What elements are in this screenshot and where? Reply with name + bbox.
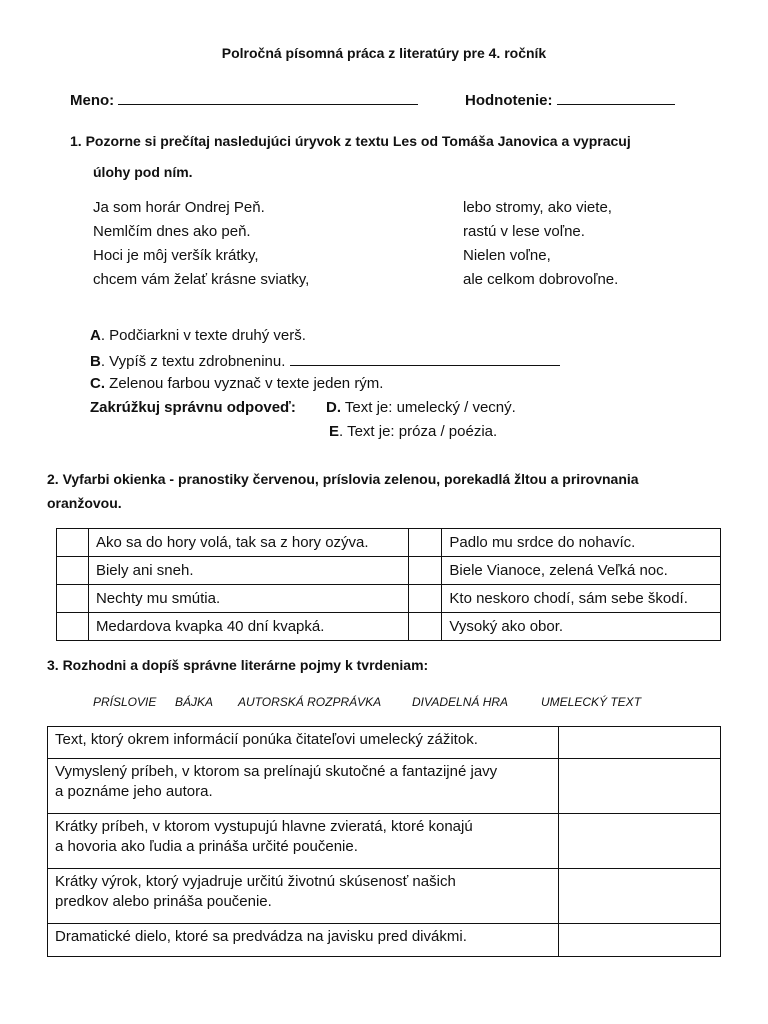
name-field[interactable] xyxy=(70,90,418,109)
color-box[interactable] xyxy=(409,557,442,585)
task-b-letter: B xyxy=(90,353,101,370)
table-row xyxy=(48,727,721,759)
poem-verse: chcem vám želať krásne sviatky, xyxy=(93,271,310,288)
statement-line: Krátky výrok, ktorý vyjadruje určitú životnú skúsenosť našich xyxy=(55,873,456,890)
answer-cell[interactable] xyxy=(559,869,721,924)
poem-left xyxy=(93,196,309,292)
answer-cell[interactable] xyxy=(559,727,721,759)
poem-verse: rastú v lese voľne. xyxy=(463,223,585,240)
statement-line: Dramatické dielo, ktoré sa predvádza na javisku pred divákmi. xyxy=(55,928,467,945)
poem-verse: Ja som horár Ondrej Peň. xyxy=(93,199,265,216)
page-title: Polročná písomná práca z literatúry pre 4. ročník xyxy=(221,45,547,61)
statement-line: Text, ktorý okrem informácií ponúka čitateľovi umelecký zážitok. xyxy=(55,731,478,748)
terms-table xyxy=(47,726,721,957)
answer-cell[interactable] xyxy=(559,814,721,869)
color-box[interactable] xyxy=(409,613,442,641)
poem-verse: Hoci je môj veršík krátky, xyxy=(93,247,259,264)
saying-cell: Nechty mu smútia. xyxy=(88,585,409,613)
saying-cell: Padlo mu srdce do nohavíc. xyxy=(442,529,721,557)
table-row xyxy=(57,557,721,585)
poem-verse: lebo stromy, ako viete, xyxy=(463,199,612,216)
table-row xyxy=(57,585,721,613)
term-label: BÁJKA xyxy=(175,695,214,709)
table-row xyxy=(48,759,721,814)
answer-cell[interactable] xyxy=(559,924,721,957)
name-blank[interactable] xyxy=(118,90,418,105)
term-label: UMELECKÝ TEXT xyxy=(541,695,642,709)
table-row xyxy=(57,529,721,557)
poem-right xyxy=(463,196,618,292)
task-a xyxy=(90,327,306,344)
color-box[interactable] xyxy=(409,585,442,613)
task-c xyxy=(90,375,383,392)
grade-blank[interactable] xyxy=(557,90,675,105)
statement-cell xyxy=(48,924,559,957)
task-b-text: . Vypíš z textu zdrobneninu. xyxy=(100,353,286,370)
saying-cell: Biele Vianoce, zelená Veľká noc. xyxy=(442,557,721,585)
task-d xyxy=(326,399,516,416)
q1-heading: 1. Pozorne si prečítaj nasledujúci úryvok z textu Les od Tomáša Janovica a vypracuj xyxy=(70,133,631,149)
table-row xyxy=(48,869,721,924)
task-a-letter: A xyxy=(90,327,101,344)
task-c-text: Zelenou farbou vyznač v texte jeden rým. xyxy=(105,375,384,392)
answer-cell[interactable] xyxy=(559,759,721,814)
saying-cell: Medardova kvapka 40 dní kvapká. xyxy=(88,613,409,641)
task-d-letter: D. xyxy=(326,399,341,416)
term-label: DIVADELNÁ HRA xyxy=(412,695,509,709)
circle-instruction: Zakrúžkuj správnu odpoveď: xyxy=(90,399,296,416)
task-e xyxy=(329,423,497,440)
task-e-text: . Text je: próza / poézia. xyxy=(339,423,498,440)
q3-heading: 3. Rozhodni a dopíš správne literárne pojmy k tvrdeniam: xyxy=(47,657,429,673)
grade-field[interactable] xyxy=(465,90,675,109)
poem-verse: Nielen voľne, xyxy=(463,247,551,264)
q1-heading-cont: úlohy pod ním. xyxy=(93,164,193,180)
color-box[interactable] xyxy=(57,529,89,557)
poem-verse: Nemlčím dnes ako peň. xyxy=(93,223,251,240)
statement-line: Vymyslený príbeh, v ktorom sa prelínajú skutočné a fantazijné javy xyxy=(55,763,498,780)
saying-cell: Biely ani sneh. xyxy=(88,557,409,585)
grade-label: Hodnotenie: xyxy=(465,92,553,109)
table-row xyxy=(48,814,721,869)
q2-heading-cont: oranžovou. xyxy=(47,495,122,511)
color-box[interactable] xyxy=(57,557,89,585)
task-a-text: . Podčiarkni v texte druhý verš. xyxy=(100,327,306,344)
q2-heading: 2. Vyfarbi okienka - pranostiky červenou, príslovia zelenou, porekadlá žltou a prirovnania xyxy=(47,471,639,487)
table-row xyxy=(48,924,721,957)
term-label: AUTORSKÁ ROZPRÁVKA xyxy=(238,695,382,709)
statement-cell xyxy=(48,759,559,814)
color-box[interactable] xyxy=(57,613,89,641)
task-b xyxy=(90,351,560,370)
term-label: PRÍSLOVIE xyxy=(93,695,157,709)
poem-verse: ale celkom dobrovoľne. xyxy=(463,271,619,288)
statement-line: a poznáme jeho autora. xyxy=(55,783,213,800)
statement-line: Krátky príbeh, v ktorom vystupujú hlavne zvieratá, ktoré konajú xyxy=(55,818,473,835)
task-d-text: Text je: umelecký / vecný. xyxy=(341,399,516,416)
statement-cell xyxy=(48,869,559,924)
statement-line: a hovoria ako ľudia a prináša určité poučenie. xyxy=(55,838,358,855)
statement-cell xyxy=(48,814,559,869)
saying-cell: Vysoký ako obor. xyxy=(442,613,721,641)
color-box[interactable] xyxy=(409,529,442,557)
task-e-letter: E xyxy=(329,423,340,440)
color-box[interactable] xyxy=(57,585,89,613)
task-b-blank[interactable] xyxy=(290,351,560,366)
name-label: Meno: xyxy=(70,92,115,109)
sayings-table xyxy=(56,528,721,641)
saying-cell: Ako sa do hory volá, tak sa z hory ozýva. xyxy=(88,529,409,557)
statement-line: predkov alebo prináša poučenie. xyxy=(55,893,272,910)
table-row xyxy=(57,613,721,641)
statement-cell xyxy=(48,727,559,759)
task-c-letter: C. xyxy=(90,375,105,392)
saying-cell: Kto neskoro chodí, sám sebe škodí. xyxy=(442,585,721,613)
